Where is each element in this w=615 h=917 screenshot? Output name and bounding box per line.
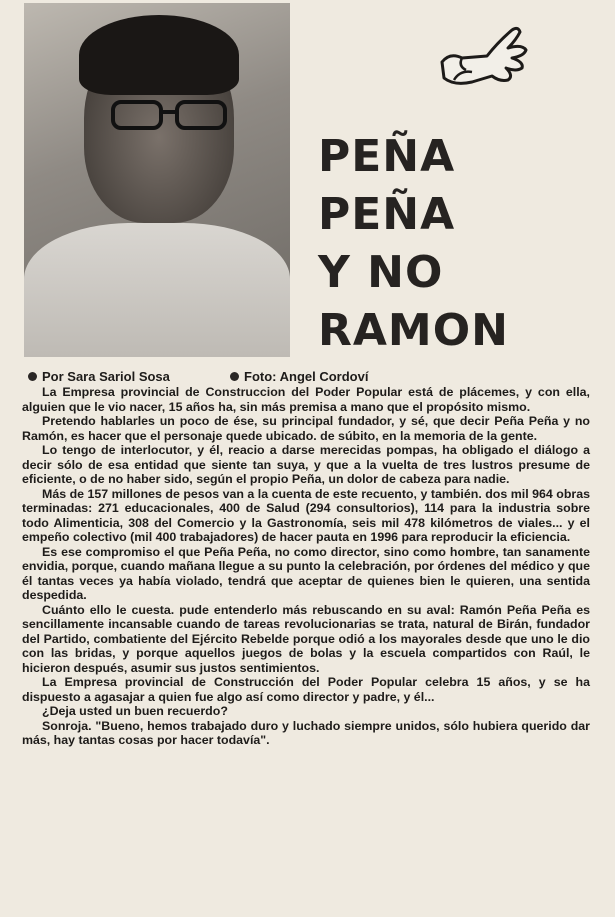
- bullet-icon: [230, 372, 239, 381]
- pointing-hand-icon: [432, 22, 530, 92]
- article-paragraph: Más de 157 millones de pesos van a la cuenta de este recuento, y también. dos mil 964 obras terminadas: 271 educacionales, 400 de Salud (294 consultorios), 114 para la industria sobre todo Alimenticia, 308 del Comercio y la Gastronomía, seis mil 478 kilómetros de viales... y el empeño colectivo (mil 400 trabajadores) de hacer pauta en 1996 para reproducir la eficiencia.: [22, 486, 590, 544]
- article-paragraph: Sonroja. "Bueno, hemos trabajado duro y luchado siempre unidos, sólo hubiera querido dar más, hay tantas cosas por hacer todavía".: [22, 718, 590, 747]
- article-paragraph: ¿Deja usted un buen recuerdo?: [42, 704, 228, 718]
- article-body: [22, 385, 590, 748]
- article-paragraph: Cuánto ello le cuesta. pude entenderlo más rebuscando en su aval: Ramón Peña Peña es sencillamente incansable cuando de tareas revolucionarias se trata, natural de Birán, fundador del Partido, combatiente del Ejército Rebelde porque odió a los mayorales desde que uno le dio con las bridas, y porque aquellos juegos de bolas y la escuela compartidos con Raúl, le hicieron después, asumir sus justos sentimientos.: [22, 602, 590, 675]
- author-credit: [28, 369, 170, 384]
- bullet-icon: [28, 372, 37, 381]
- article-paragraph: La Empresa provincial de Construccion del Poder Popular está de plácemes, y con ella, alguien que le vio nacer, 15 años ha, sin más premisa a mano que el propósito mismo.: [22, 385, 590, 414]
- article-paragraph: Lo tengo de interlocutor, y él, reacio a darse merecidas pompas, ha obligado el diálogo a decir sólo de esa entidad que siente tan suya, y que a la vuelta de tres lustros presume de eficiente, o de no haber sido, según el propio Peña, un dolor de cabeza para nadie.: [22, 443, 590, 486]
- portrait-shirt: [24, 223, 290, 357]
- photographer-name: Foto: Angel Cordoví: [244, 369, 369, 384]
- author-name: Por Sara Sariol Sosa: [42, 369, 170, 384]
- portrait-glasses: [109, 98, 229, 132]
- photo-credit: [230, 369, 368, 385]
- headline-line: PEÑA: [318, 189, 456, 240]
- headline-line: RAMON: [318, 305, 509, 356]
- portrait-photo: [24, 3, 290, 357]
- portrait-hair: [79, 15, 239, 95]
- article-paragraph: La Empresa provincial de Construcción del Poder Popular celebra 15 años, y se ha dispuesto a agasajar a quien fue algo así como director y padre, y él...: [22, 675, 590, 704]
- article-paragraph: Pretendo hablarles un poco de ése, su principal fundador, y sé, que decir Peña Peña y no Ramón, es hacer que el personaje quede ubicado. de súbito, en la memoria de la gente.: [22, 414, 590, 443]
- headline-line: PEÑA: [318, 131, 456, 182]
- article-paragraph: Es ese compromiso el que Peña Peña, no como director, sino como hombre, tan sanamente envidia, porque, cuando mañana llegue a su punto la celebración, por órdenes del médico y que él tantas veces ya había violado, tendrá que aceptar de quienes bien le quieren, una sentida despedida.: [22, 544, 590, 602]
- byline: [28, 369, 608, 385]
- headline: [318, 128, 598, 360]
- headline-line: Y NO: [318, 247, 444, 298]
